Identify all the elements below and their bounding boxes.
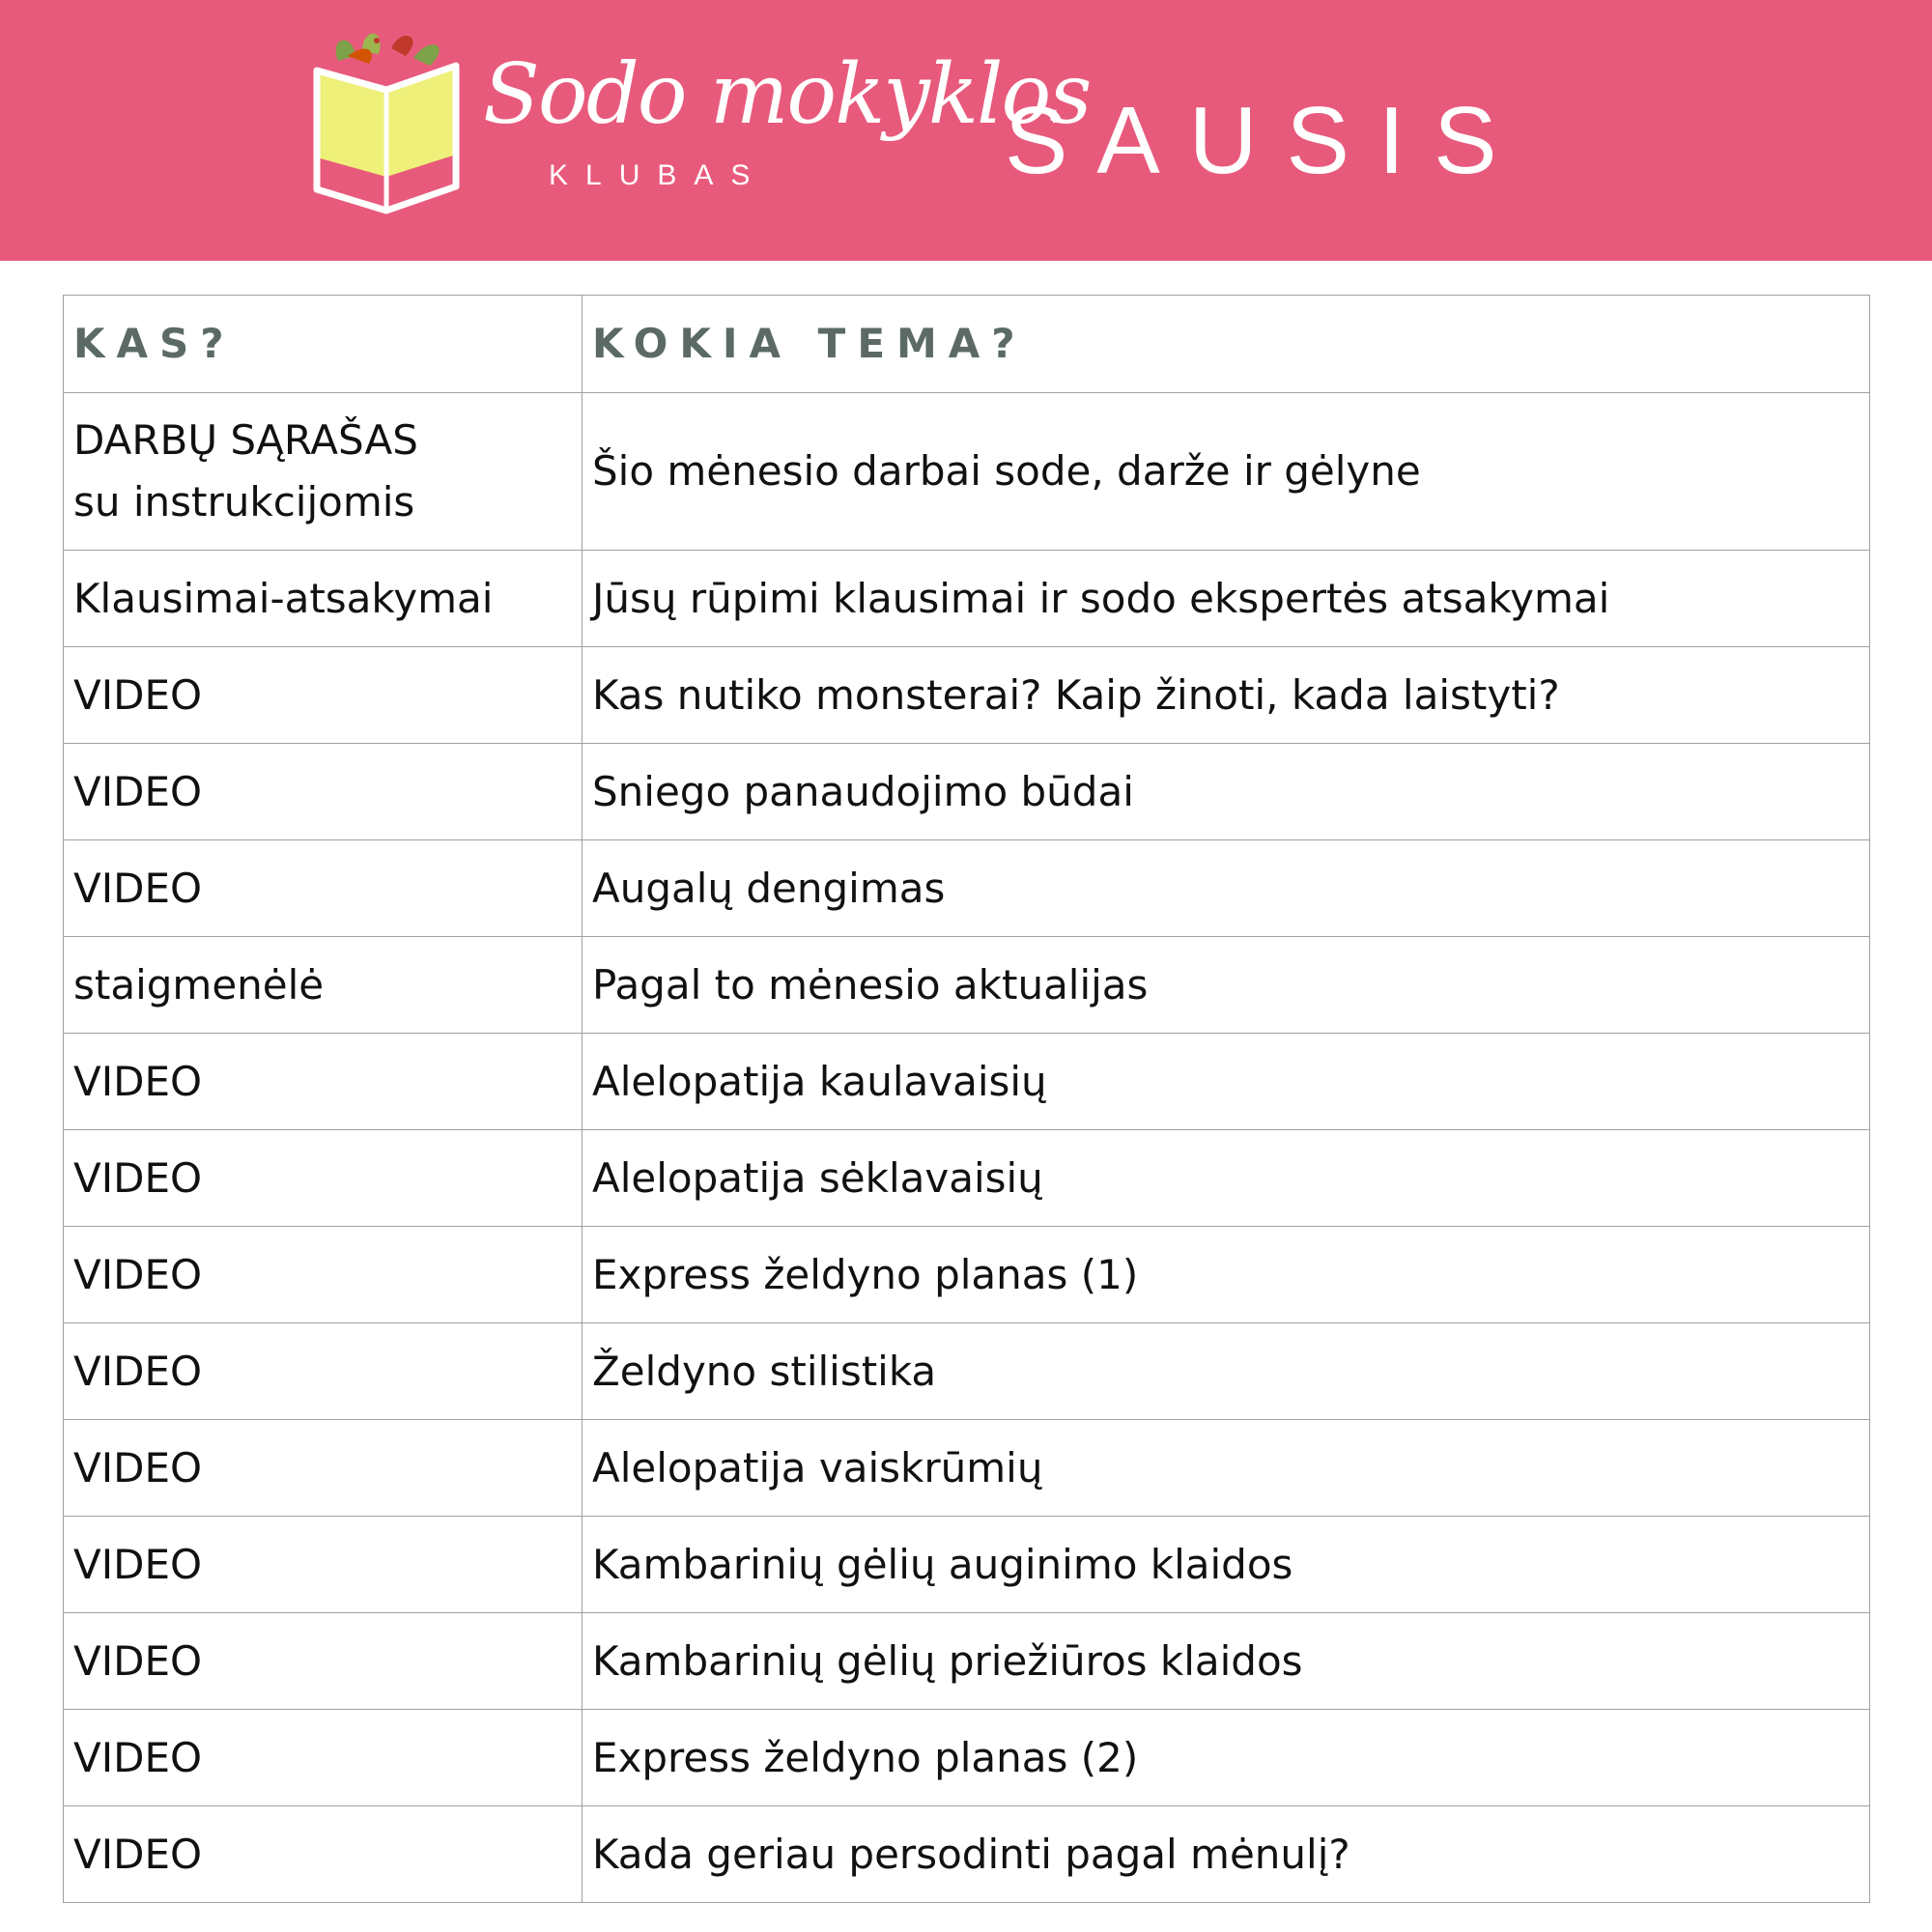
table-row <box>64 937 1870 1034</box>
cell-kas: VIDEO <box>64 1613 582 1710</box>
cell-tema: Šio mėnesio darbai sode, darže ir gėlyne <box>582 393 1870 551</box>
table-header-row <box>64 296 1870 393</box>
cell-tema: Želdyno stilistika <box>582 1323 1870 1420</box>
table-row <box>64 1806 1870 1903</box>
cell-kas: VIDEO <box>64 1034 582 1130</box>
cell-tema: Express želdyno planas (1) <box>582 1227 1870 1323</box>
table-row <box>64 551 1870 647</box>
cell-tema: Kada geriau persodinti pagal mėnulį? <box>582 1806 1870 1903</box>
cell-tema: Express želdyno planas (2) <box>582 1710 1870 1806</box>
cell-kas: VIDEO <box>64 840 582 937</box>
cell-tema: Alelopatija kaulavaisių <box>582 1034 1870 1130</box>
cell-kas: VIDEO <box>64 1420 582 1517</box>
cell-tema: Sniego panaudojimo būdai <box>582 744 1870 840</box>
cell-kas: VIDEO <box>64 647 582 744</box>
month-title: SAUSIS <box>1005 87 1526 193</box>
cell-kas: VIDEO <box>64 1323 582 1420</box>
cell-kas <box>64 393 582 551</box>
cell-kas: staigmenėlė <box>64 937 582 1034</box>
cell-kas: Klausimai-atsakymai <box>64 551 582 647</box>
table-row <box>64 1227 1870 1323</box>
table-row <box>64 1323 1870 1420</box>
cell-tema: Augalų dengimas <box>582 840 1870 937</box>
table-row <box>64 647 1870 744</box>
cell-kas-line1: DARBŲ SĄRAŠAS <box>73 416 418 464</box>
table-row <box>64 1420 1870 1517</box>
cell-tema: Kambarinių gėlių priežiūros klaidos <box>582 1613 1870 1710</box>
schedule-table <box>63 295 1870 1903</box>
cell-tema: Kas nutiko monsterai? Kaip žinoti, kada laistyti? <box>582 647 1870 744</box>
table-row <box>64 1613 1870 1710</box>
table-row <box>64 1130 1870 1227</box>
brand-subtitle: KLUBAS <box>549 159 768 191</box>
table-row <box>64 1517 1870 1613</box>
cell-kas: VIDEO <box>64 1517 582 1613</box>
book-logo-icon <box>309 27 473 220</box>
cell-tema: Kambarinių gėlių auginimo klaidos <box>582 1517 1870 1613</box>
cell-tema: Pagal to mėnesio aktualijas <box>582 937 1870 1034</box>
cell-kas: VIDEO <box>64 1806 582 1903</box>
header-banner <box>0 0 1932 261</box>
table-row <box>64 744 1870 840</box>
table-row <box>64 1710 1870 1806</box>
cell-kas: VIDEO <box>64 1710 582 1806</box>
cell-tema: Alelopatija vaiskrūmių <box>582 1420 1870 1517</box>
brand-script-name: Sodo mokyklos <box>483 46 1091 143</box>
cell-tema: Alelopatija sėklavaisių <box>582 1130 1870 1227</box>
cell-kas: VIDEO <box>64 1130 582 1227</box>
cell-tema: Jūsų rūpimi klausimai ir sodo ekspertės atsakymai <box>582 551 1870 647</box>
table-row <box>64 840 1870 937</box>
cell-kas: VIDEO <box>64 744 582 840</box>
table-row <box>64 393 1870 551</box>
cell-kas: VIDEO <box>64 1227 582 1323</box>
cell-kas-line2: su instrukcijomis <box>73 478 415 526</box>
column-header-kas: KAS? <box>64 296 582 393</box>
column-header-tema: KOKIA TEMA? <box>582 296 1870 393</box>
table-row <box>64 1034 1870 1130</box>
